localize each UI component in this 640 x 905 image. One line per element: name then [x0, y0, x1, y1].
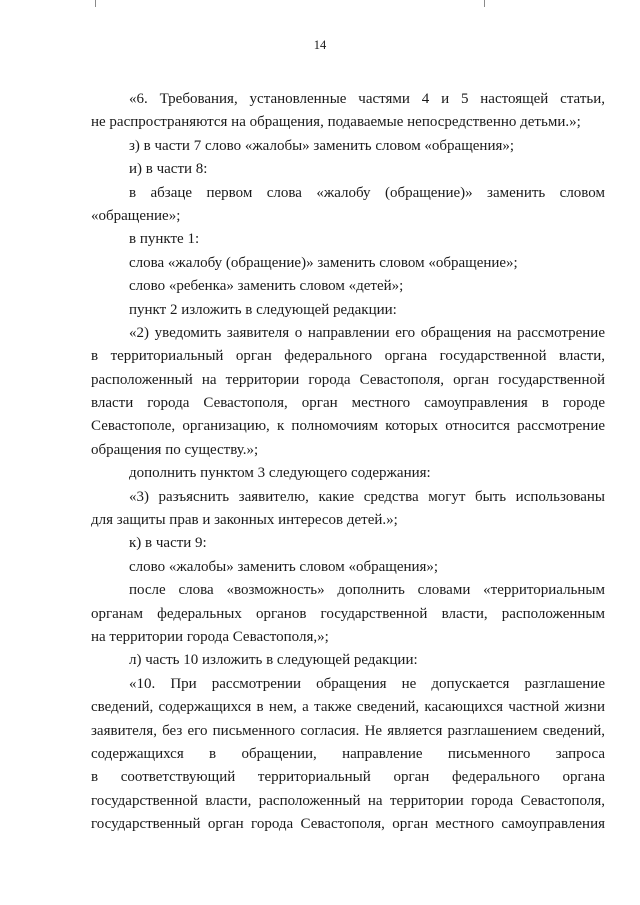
text-line: в абзаце первом слова «жалобу (обращение)» заменить словом: [129, 184, 605, 201]
text-line: слова «жалобу (обращение)» заменить словом «обращение»;: [129, 254, 518, 271]
text-line: «3) разъяснить заявителю, какие средства могут быть использованы: [129, 488, 605, 505]
text-line: и) в части 8:: [129, 161, 208, 178]
text-line: пункт 2 изложить в следующей редакции:: [129, 301, 397, 318]
text-line: «10. При рассмотрении обращения не допускается разглашение: [129, 675, 605, 692]
text-line: органам федеральных органов государственной власти, расположенным: [91, 605, 605, 622]
text-line: «6. Требования, установленные частями 4 и 5 настоящей статьи,: [129, 91, 605, 107]
page-number: 14: [313, 38, 327, 52]
text-line: «обращение»;: [91, 207, 181, 224]
text-line: заявителя, без его письменного согласия. Не является разглашением сведений,: [91, 722, 605, 739]
text-line: в пункте 1:: [129, 231, 200, 248]
document-body: [91, 88, 605, 837]
text-line: дополнить пунктом 3 следующего содержания:: [129, 465, 431, 482]
text-line: после слова «возможность» дополнить словами «территориальным: [129, 582, 605, 599]
text-line: з) в части 7 слово «жалобы» заменить словом «обращения»;: [129, 137, 515, 154]
text-line: власти города Севастополя, орган местного самоуправления в городе: [91, 395, 605, 412]
text-line: содержащихся в обращении, направление письменного запроса: [91, 745, 605, 762]
text-line: для защиты прав и законных интересов детей.»;: [91, 512, 398, 529]
text-line: на территории города Севастополя,»;: [91, 628, 329, 645]
text-line: слово «ребенка» заменить словом «детей»;: [129, 278, 404, 295]
text-line: «2) уведомить заявителя о направлении его обращения на рассмотрение: [129, 324, 605, 341]
text-line: обращения по существу.»;: [91, 441, 259, 458]
text-line: Севастополе, организацию, к полномочиям которых относится рассмотрение: [91, 418, 605, 435]
text-line: государственной власти, расположенный на территории города Севастополя,: [91, 792, 605, 809]
text-line: в территориальный орган федерального органа государственной власти,: [91, 348, 605, 365]
text-line: л) часть 10 изложить в следующей редакции:: [129, 652, 418, 669]
scan-edge-mark-right: [484, 0, 485, 7]
text-line: государственный орган города Севастополя, орган местного самоуправления: [91, 816, 605, 833]
text-line: не распространяются на обращения, подаваемые непосредственно детьми.»;: [91, 114, 581, 131]
text-line: в соответствующий территориальный орган федерального органа: [91, 769, 605, 786]
text-line: сведений, содержащихся в нем, а также сведений, касающихся частной жизни: [91, 699, 605, 716]
text-line: слово «жалобы» заменить словом «обращения»;: [129, 558, 439, 575]
text-line: расположенный на территории города Севастополя, орган государственной: [91, 371, 605, 388]
text-line: к) в части 9:: [129, 535, 207, 552]
scan-edge-mark-left: [95, 0, 96, 7]
